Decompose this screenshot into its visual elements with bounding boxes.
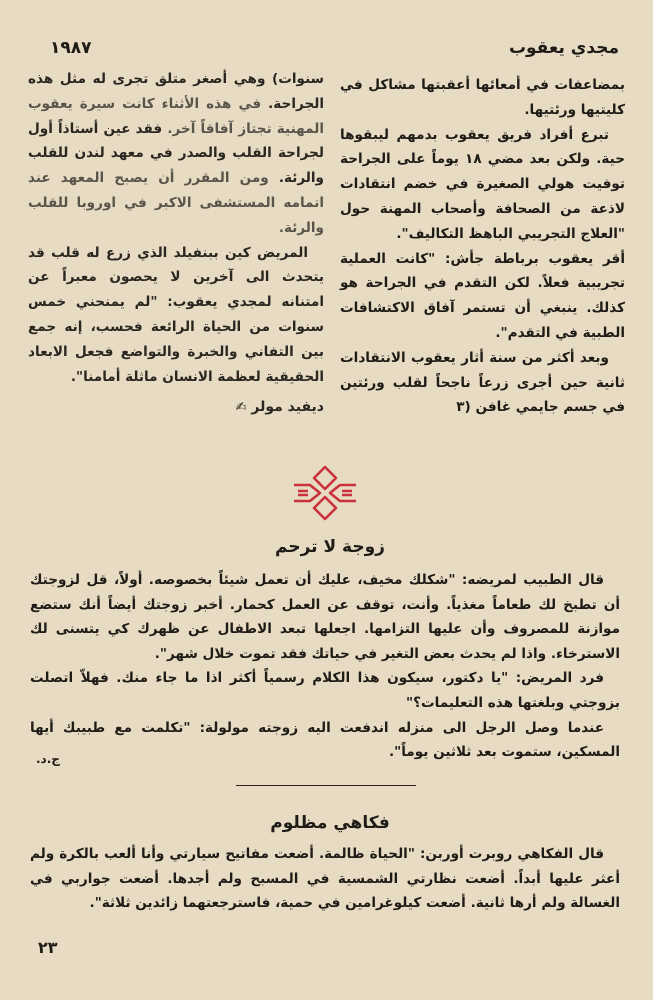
page-number: ٢٣ — [38, 938, 58, 957]
right-column — [340, 73, 625, 420]
right-paragraph-2: تبرع أفراد فريق يعقوب بدمهم ليبقوها حية. ولكن بعد مضي ١٨ يوماً على الجراحة توفيت هولي الصغيرة في خضم انتقادات لاذعة من الصحافة وأصحاب المهنة حول "العلاج التجريبي الباهظ التكاليف". — [340, 126, 625, 242]
article1-paragraph-3: عندما وصل الرجل الى منزله اندفعت اليه زوجته مولولة: "تكلمت مع طبيبك أيها المسكين، ستموت بعد ثلاثين يوماً". — [30, 719, 620, 761]
right-paragraph-1: بمضاعفات في أمعائها أعقبتها مشاكل في كليتيها ورئتيها. — [340, 77, 625, 118]
article1-body — [30, 568, 620, 765]
author-signature — [28, 395, 324, 421]
left-column — [28, 67, 324, 421]
article1-title: زوجة لا ترحم — [275, 537, 385, 557]
left-paragraph-1 — [28, 67, 324, 241]
section-divider — [236, 785, 416, 786]
article2-paragraph-1: قال الفكاهي روبرت أوربن: "الحياة ظالمة. أضعت مفاتيح سيارتي وأنا ألعب بالكرة ولم أعثر عليها أبداً. أضعت نظارتي الشمسية في المسبح ولم أجدها. أضعت جواربي في الغسالة ولم أرها ثانية. أضعت كيلوغرامين في حمية، فاسترجعتهما زائدين ثلاثة". — [30, 846, 620, 912]
signature-mark-icon: ✍ — [235, 400, 247, 416]
left-text-b: في هذه الأثناء كانت سيرة يعقوب المهنية تجتاز آفاقاً آخر. — [28, 95, 324, 137]
signature-name: ديفيد مولر — [251, 399, 324, 416]
header-year: ١٩٨٧ — [50, 38, 92, 58]
right-paragraph-4: وبعد أكثر من سنة أثار يعقوب الانتقادات ثانية حين أجرى زرعاً ناجحاً لقلب ورئتين في جسم جايمي غافن (٣ — [340, 349, 625, 416]
left-text-c: فقد عين أستاذاً أول لجراحة القلب والصدر في معهد لندن للقلب والرئة. — [28, 120, 324, 187]
article2-body — [30, 842, 620, 916]
article1-initials: ج.د. — [36, 752, 60, 766]
left-paragraph-2: المريض كين ببنفيلد الذي زرع له قلب قد يتحدث الى آخرين لا يحصون معبراً عن امتنانه لمجدي يعقوب: "لم يمنحني خمس سنوات من الحياة الرائعة فحسب، إنه جمع بين التفاني والخبرة والتواضع فجعل الابعاد الحقيقية لعظمة الانسان ماثلة أمامنا". — [28, 244, 324, 385]
right-paragraph-3: أقر يعقوب برباطة جأش: "كانت العملية تجريبية فعلاً. لكن التقدم في الجراحة هو كذلك. ينبغي أن تستمر آفاق الاكتشافات الطبية في التقدم". — [340, 250, 625, 341]
article1-paragraph-1: قال الطبيب لمريضه: "شكلك مخيف، عليك أن تعمل شيئاً بخصوصه. أولاً، قل لزوجتك أن تطبخ لك طعاماً مغذياً. وأنت، توقف عن العمل كحمار. أخبر زوجتك أيضاً أنك ستضع موازنة للمصروف وأن عليها التزامها. اجعلها تبعد الاطفال عن ظهرك كي يتسنى لك الاسترخاء. واذا لم يحدث بعض التغير في حياتك فقد تموت خلال شهر". — [30, 572, 620, 662]
left-text-d: ومن المقرر أن يصبح المعهد عند اتمامه المستشفى الاكبر في اوروبا للقلب والرئة. — [28, 170, 324, 236]
page-header — [50, 38, 619, 62]
left-text-a: سنوات) وهي أصغر متلق تجرى له مثل هذه الجراحة. — [28, 71, 325, 112]
article2-title: فكاهي مظلوم — [270, 813, 390, 833]
running-head: مجدي يعقوب — [508, 38, 619, 58]
red-ornament-icon — [290, 463, 360, 523]
article1-paragraph-2: فرد المريض: "يا دكتور، سيكون هذا الكلام رسمياً أكثر اذا ما جاء منك. فهلاّ اتصلت بزوجتي وبلغتها هذه التعليمات؟" — [30, 670, 620, 711]
